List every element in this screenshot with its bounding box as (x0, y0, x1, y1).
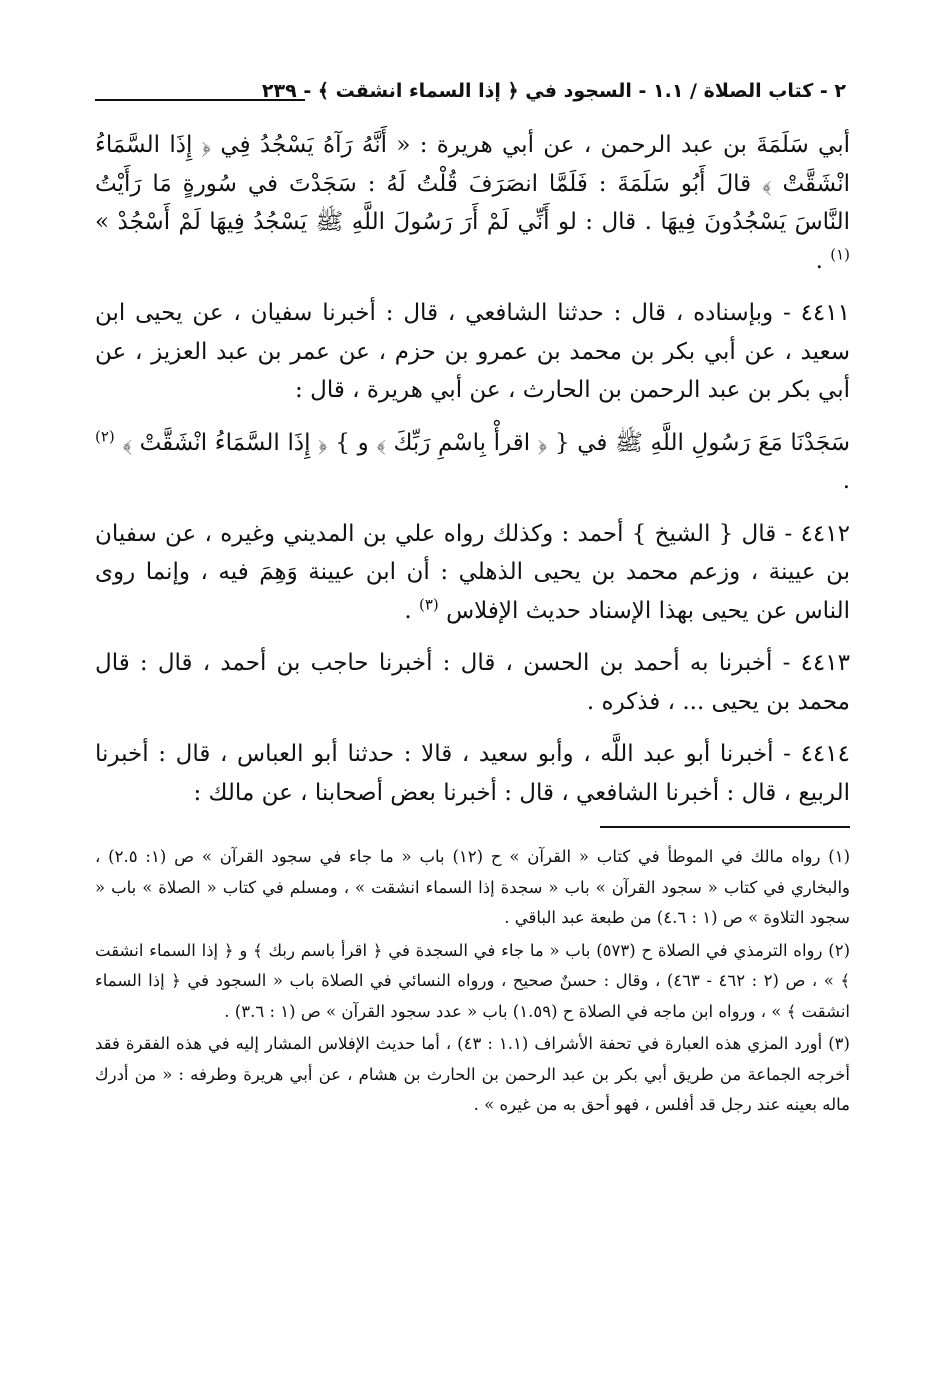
running-head (95, 70, 850, 106)
paragraph-text: ٤٤١١ - وبإسناده ، قال : حدثنا الشافعي ، قال : أخبرنا سفيان ، عن يحيى ابن سعيد ، عن أبي بكر بن محمد بن عمرو بن حزم ، عن عمر بن عبد العزيز ، عن أبي بكر بن عبد الرحمن بن الحارث ، عن أبي هريرة ، قال : (95, 300, 850, 403)
book-page (95, 70, 850, 1123)
paragraph-4414 (95, 735, 850, 812)
running-head-text: ٢ - كتاب الصلاة / ١.١ - السجود في ﴿ إذا السماء انشقت ﴾ - ٢٣٩ (261, 80, 846, 102)
footnote-reference: (٢) (95, 426, 115, 445)
paragraph-tail: . (842, 468, 850, 494)
paragraph-tail: . (815, 247, 831, 274)
footnote-1: (١) رواه مالك في الموطأ في كتاب « القرآن » ح (١٢) باب « ما جاء في سجود القرآن » ص (١: ٢.٥) ، والبخاري في كتاب « سجود القرآن » باب « سجدة إذا السماء انشقت » ، ومسلم في كتاب « الصلاة » باب « سجود التلاوة » ص (١ : ٤.٦) من طبعة عبد الباقي . (95, 847, 850, 927)
footnote-2: (٢) رواه الترمذي في الصلاة ح (٥٧٣) باب « ما جاء في السجدة في ﴿ اقرأ باسم ربك ﴾ و ﴿ إذا السماء انشقت ﴾ » ، ص (٢ : ٤٦٢ - ٤٦٣) ، وقال : حسنٌ صحيح ، ورواه النسائي في الصلاة باب « السجود في ﴿ إذا السماء انشقت ﴾ » ، ورواه ابن ماجه في الصلاة ح (١.٥٩) باب « عدد سجود القرآن » ص (١ : ٣.٦) . (95, 940, 850, 1021)
running-head-rule (95, 99, 305, 101)
paragraph-hadith-quote (95, 424, 850, 501)
footnote-3: (٣) أورد المزي هذه العبارة في تحفة الأشراف (١.١ : ٤٣) ، أما حديث الإفلاس المشار إليه في هذه الفقرة فقد أخرجه الجماعة من طريق أبي بكر بن عبد الرحمن بن الحارث بن هشام ، عن أبي هريرة وطرفه : « من أدرك ماله بعينه عند رجل قد أفلس ، فهو أحق به من غيره » . (95, 1034, 850, 1114)
paragraph-text: أبي سَلَمَةَ بن عبد الرحمن ، عن أبي هريرة : « أَنَّهُ رَآهُ يَسْجُدُ فِي ﴿ إِذَا السَّمَاءُ انْشَقَّتْ ﴾ قالَ أَبُو سَلَمَةَ : فَلَمَّا انصَرَفَ قُلْتُ لَهُ : سَجَدْتَ في سُورةٍ مَا رَأَيْتُ النَّاسَ يَسْجُدُونَ فِيهَا . قال : لو أَنِّي لَمْ أَرَ رَسُولَ اللَّهِ ﷺ يَسْجُدُ فِيهَا لَمْ أَسْجُدْ » (95, 132, 850, 235)
paragraph-4411 (95, 294, 850, 410)
paragraph-4412 (95, 515, 850, 631)
footnote-separator (600, 826, 850, 828)
paragraph-text: ٤٤١٤ - أخبرنا أبو عبد اللَّه ، وأبو سعيد ، قالا : حدثنا أبو العباس ، قال : أخبرنا الربيع ، قال : أخبرنا الشافعي ، قال : أخبرنا بعض أصحابنا ، عن مالك : (95, 741, 850, 806)
footnotes (95, 842, 850, 1121)
paragraph-continuation (95, 126, 850, 280)
paragraph-text: سَجَدْنَا مَعَ رَسُولِ اللَّهِ ﷺ في { ﴿ اقرأْ بِاسْمِ رَبِّكَ ﴾ و } ﴿ إِذَا السَّمَاءُ انْشَقَّتْ ﴾ (114, 429, 850, 456)
paragraph-text: ٤٤١٢ - قال { الشيخ } أحمد : وكذلك رواه علي بن المديني وغيره ، عن سفيان بن عيينة ، وزعم محمد بن يحيى الذهلي : أن ابن عيينة وَهِمَ فيه ، وإنما روى الناس عن يحيى بهذا الإسناد حديث الإفلاس (95, 520, 850, 624)
paragraph-4413 (95, 644, 850, 721)
paragraph-text: ٤٤١٣ - أخبرنا به أحمد بن الحسن ، قال : أخبرنا حاجب بن أحمد ، قال : قال محمد بن يحيى ... ، فذكره . (95, 650, 850, 715)
paragraph-tail: . (404, 597, 419, 624)
footnote-reference: (٣) (419, 594, 439, 613)
footnote-reference: (١) (830, 244, 850, 263)
main-text (95, 126, 850, 812)
